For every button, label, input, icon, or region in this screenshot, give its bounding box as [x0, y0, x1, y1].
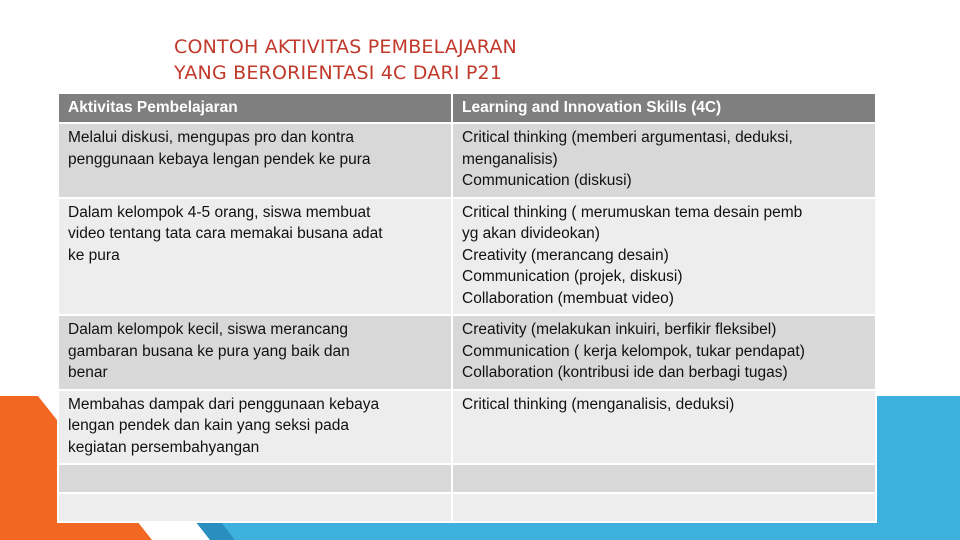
- header-activity: Aktivitas Pembelajaran: [58, 93, 452, 123]
- empty-table-row: [58, 464, 876, 493]
- cell-line: Communication ( kerja kelompok, tukar pendapat): [462, 342, 805, 360]
- skills-cell: [452, 123, 876, 198]
- activity-cell: [58, 390, 452, 465]
- cell-line: ke pura: [68, 246, 120, 264]
- cell-line: Critical thinking ( merumuskan tema desain pemb: [462, 203, 803, 221]
- title-line-2: YANG BERORIENTASI 4C DARI P21: [174, 62, 503, 84]
- cell-line: Critical thinking (memberi argumentasi, deduksi,: [462, 129, 793, 146]
- cell-line: Melalui diskusi, mengupas pro dan kontra: [68, 129, 355, 146]
- cell-line: benar: [68, 364, 108, 381]
- skills-cell: [452, 198, 876, 316]
- cell-line: lengan pendek dan kain yang seksi pada: [68, 417, 349, 434]
- table-row: [58, 390, 876, 465]
- activity-cell: [58, 123, 452, 198]
- cell-line: Membahas dampak dari penggunaan kebaya: [68, 395, 380, 413]
- cell-line: gambaran busana ke pura yang baik dan: [68, 342, 350, 360]
- cell-line: Creativity (merancang desain): [462, 246, 669, 264]
- cell-line: Dalam kelompok kecil, siswa merancang: [68, 321, 348, 338]
- cell-line: yg akan divideokan): [462, 225, 600, 242]
- cell-line: Collaboration (membuat video): [462, 289, 674, 307]
- header-skills: Learning and Innovation Skills (4C): [452, 93, 876, 123]
- empty-cell: [58, 464, 452, 493]
- cell-line: Dalam kelompok 4-5 orang, siswa membuat: [68, 203, 371, 221]
- empty-table-row: [58, 493, 876, 522]
- activity-cell: [58, 198, 452, 316]
- table-row: [58, 123, 876, 198]
- cell-line: Critical thinking (menganalisis, deduksi): [462, 395, 735, 413]
- empty-cell: [452, 493, 876, 522]
- page-title: [174, 34, 517, 86]
- cell-line: penggunaan kebaya lengan pendek ke pura: [68, 150, 371, 168]
- activity-cell: [58, 315, 452, 390]
- cell-line: Communication (diskusi): [462, 172, 632, 189]
- cell-line: kegiatan persembahyangan: [68, 438, 260, 456]
- table-row: [58, 315, 876, 390]
- title-line-1: CONTOH AKTIVITAS PEMBELAJARAN: [174, 36, 517, 58]
- table-row: [58, 198, 876, 316]
- cell-line: Creativity (melakukan inkuiri, berfikir fleksibel): [462, 321, 777, 338]
- table-header-row: [58, 93, 876, 123]
- cell-line: menganalisis): [462, 150, 558, 168]
- activity-table: [57, 92, 877, 523]
- cell-line: Communication (projek, diskusi): [462, 268, 683, 285]
- empty-cell: [58, 493, 452, 522]
- cell-line: video tentang tata cara memakai busana adat: [68, 225, 383, 242]
- skills-cell: [452, 390, 876, 465]
- skills-cell: [452, 315, 876, 390]
- empty-cell: [452, 464, 876, 493]
- cell-line: Collaboration (kontribusi ide dan berbagi tugas): [462, 364, 788, 381]
